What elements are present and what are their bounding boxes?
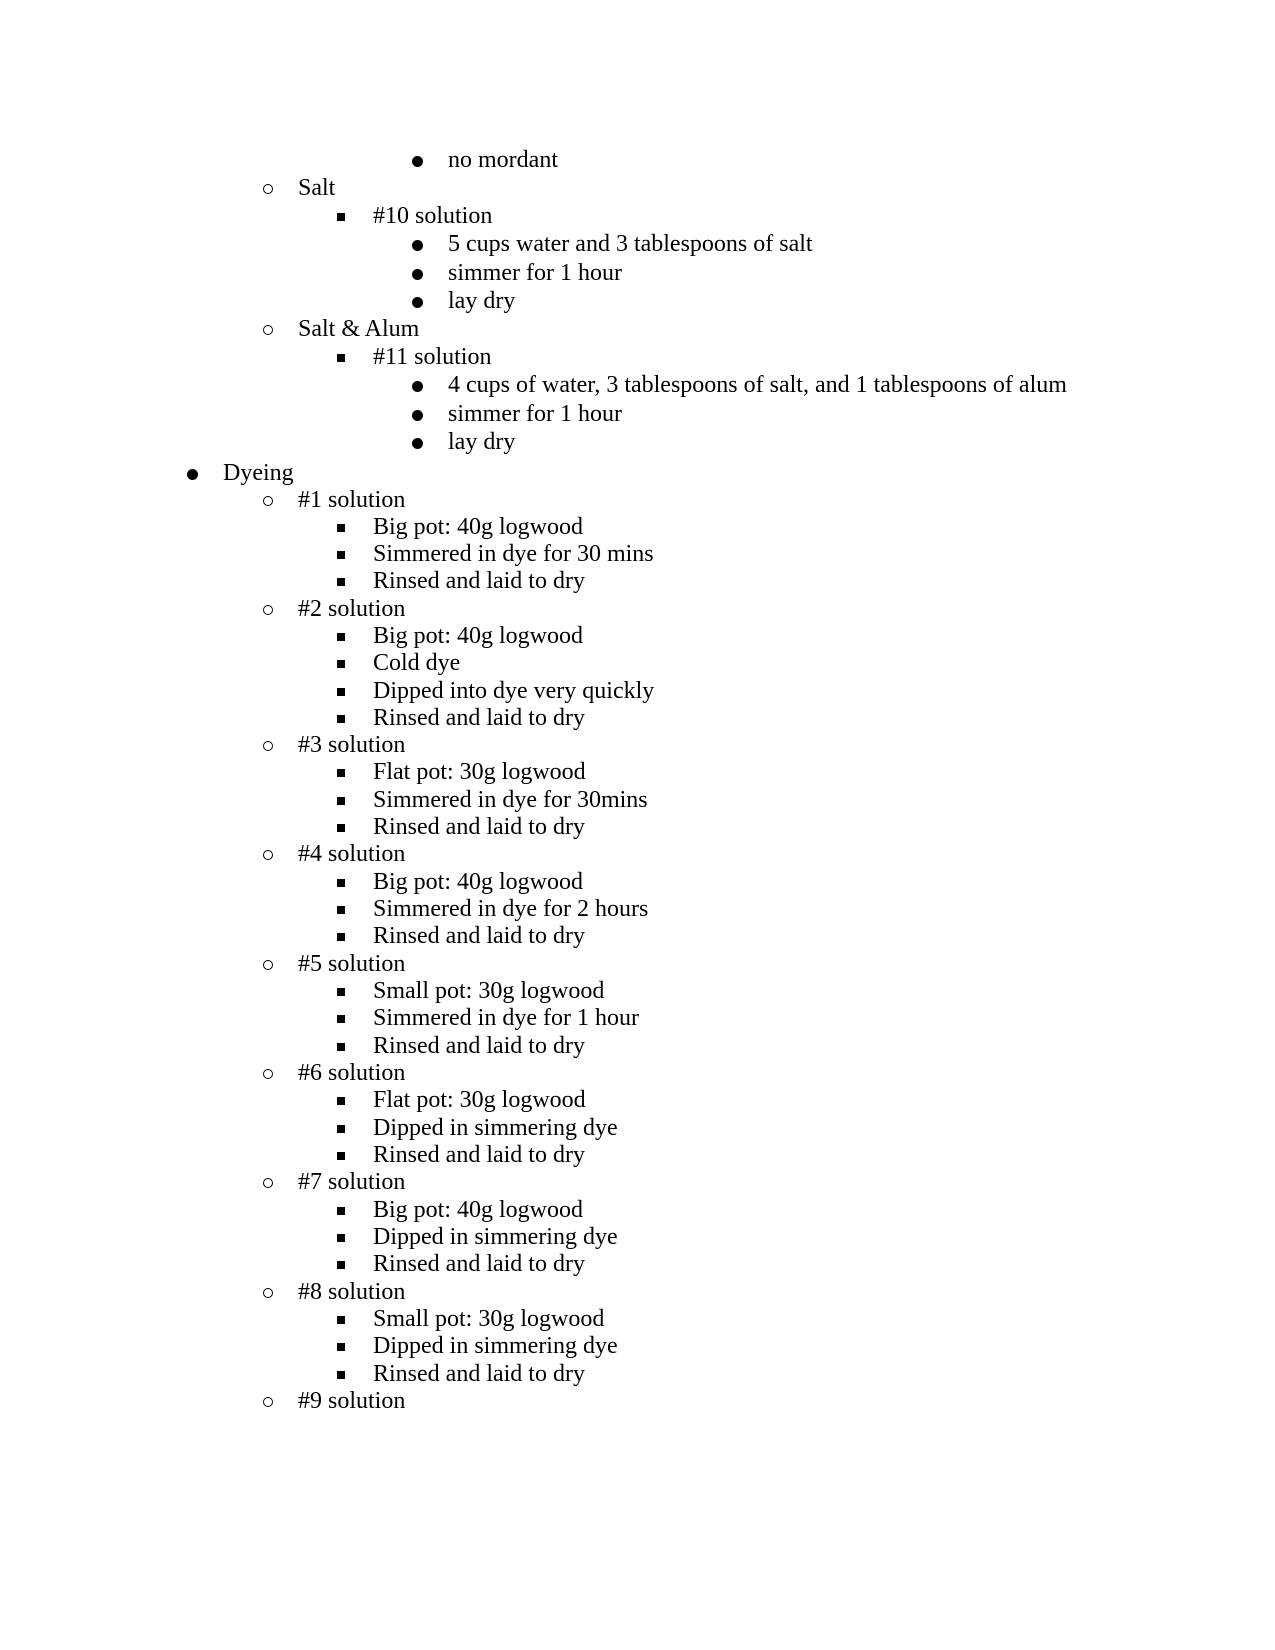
list-item-text: Simmered in dye for 30mins — [373, 787, 648, 813]
bullet-square-icon — [337, 567, 345, 595]
list-item-text: Big pot: 40g logwood — [373, 869, 584, 895]
bullet-disc-icon — [412, 259, 423, 287]
list-item-text: 4 cups of water, 3 tablespoons of salt, and 1 tablespoons of alum — [448, 372, 1067, 398]
list-item-text: Cold dye — [373, 650, 461, 676]
list-item-text: Salt & Alum — [298, 316, 420, 342]
list-item-text: 5 cups water and 3 tablespoons of salt — [448, 231, 813, 257]
list-item-text: Rinsed and laid to dry — [373, 705, 585, 731]
bullet-square-icon — [337, 1086, 345, 1114]
bullet-circle-icon — [263, 486, 273, 514]
bullet-circle-icon — [263, 595, 273, 623]
bullet-square-icon — [337, 1196, 345, 1224]
list-item-text: lay dry — [448, 288, 516, 314]
list-item-text: no mordant — [448, 147, 558, 173]
list-item-text: Big pot: 40g logwood — [373, 514, 584, 540]
list-item-text: Rinsed and laid to dry — [373, 1361, 585, 1387]
bullet-circle-icon — [263, 1387, 273, 1415]
list-item-text: #11 solution — [373, 344, 492, 370]
bullet-square-icon — [337, 786, 345, 814]
bullet-square-icon — [337, 868, 345, 896]
bullet-square-icon — [337, 202, 345, 230]
list-item-text: #6 solution — [298, 1060, 406, 1086]
bullet-square-icon — [337, 1305, 345, 1333]
bullet-disc-icon — [187, 459, 198, 487]
list-item-text: Big pot: 40g logwood — [373, 1197, 584, 1223]
list-item-text: #8 solution — [298, 1279, 406, 1305]
list-item-text: Simmered in dye for 2 hours — [373, 896, 649, 922]
list-item-text: Rinsed and laid to dry — [373, 1033, 585, 1059]
bullet-square-icon — [337, 1360, 345, 1388]
list-item-text: #9 solution — [298, 1388, 406, 1414]
bullet-square-icon — [337, 895, 345, 923]
bullet-square-icon — [337, 649, 345, 677]
list-item-text: Rinsed and laid to dry — [373, 568, 585, 594]
bullet-circle-icon — [263, 731, 273, 759]
list-item-text: #2 solution — [298, 596, 406, 622]
list-item-text: Small pot: 30g logwood — [373, 978, 605, 1004]
list-item-text: Dipped in simmering dye — [373, 1224, 618, 1250]
list-item-text: Simmered in dye for 1 hour — [373, 1005, 639, 1031]
bullet-square-icon — [337, 1332, 345, 1360]
list-item-text: Rinsed and laid to dry — [373, 923, 585, 949]
list-item-text: #5 solution — [298, 951, 406, 977]
list-item-text: #1 solution — [298, 487, 406, 513]
list-item-text: Flat pot: 30g logwood — [373, 759, 586, 785]
list-item-text: Dipped in simmering dye — [373, 1333, 618, 1359]
bullet-circle-icon — [263, 174, 273, 202]
list-item-text: Dipped into dye very quickly — [373, 678, 655, 704]
bullet-circle-icon — [263, 950, 273, 978]
bullet-square-icon — [337, 758, 345, 786]
bullet-square-icon — [337, 1032, 345, 1060]
bullet-square-icon — [337, 1004, 345, 1032]
list-item-text: #4 solution — [298, 841, 406, 867]
bullet-square-icon — [337, 704, 345, 732]
bullet-square-icon — [337, 813, 345, 841]
bullet-square-icon — [337, 513, 345, 541]
bullet-square-icon — [337, 677, 345, 705]
bullet-disc-icon — [412, 400, 423, 428]
bullet-square-icon — [337, 343, 345, 371]
bullet-square-icon — [337, 540, 345, 568]
list-item-text: lay dry — [448, 429, 516, 455]
list-item-text: Small pot: 30g logwood — [373, 1306, 605, 1332]
list-item-text: #3 solution — [298, 732, 406, 758]
bullet-circle-icon — [263, 1168, 273, 1196]
bullet-square-icon — [337, 1114, 345, 1142]
list-item-text: Simmered in dye for 30 mins — [373, 541, 654, 567]
bullet-disc-icon — [412, 371, 423, 399]
list-item-text: Big pot: 40g logwood — [373, 623, 584, 649]
list-item-text: Rinsed and laid to dry — [373, 1251, 585, 1277]
bullet-square-icon — [337, 1141, 345, 1169]
list-item-text: Rinsed and laid to dry — [373, 1142, 585, 1168]
bullet-disc-icon — [412, 146, 423, 174]
bullet-square-icon — [337, 1250, 345, 1278]
bullet-square-icon — [337, 922, 345, 950]
list-item-text: Dyeing — [223, 460, 294, 486]
bullet-circle-icon — [263, 1278, 273, 1306]
bullet-square-icon — [337, 622, 345, 650]
bullet-circle-icon — [263, 315, 273, 343]
bullet-disc-icon — [412, 428, 423, 456]
list-item-text: simmer for 1 hour — [448, 401, 622, 427]
bullet-circle-icon — [263, 1059, 273, 1087]
bullet-square-icon — [337, 977, 345, 1005]
list-item-text: #10 solution — [373, 203, 493, 229]
list-item-text: Salt — [298, 175, 336, 201]
list-item-text: Dipped in simmering dye — [373, 1115, 618, 1141]
list-item-text: Rinsed and laid to dry — [373, 814, 585, 840]
bullet-square-icon — [337, 1223, 345, 1251]
bullet-circle-icon — [263, 840, 273, 868]
list-item-text: simmer for 1 hour — [448, 260, 622, 286]
bullet-disc-icon — [412, 287, 423, 315]
list-item-text: #7 solution — [298, 1169, 406, 1195]
bullet-disc-icon — [412, 230, 423, 258]
list-item-text: Flat pot: 30g logwood — [373, 1087, 586, 1113]
